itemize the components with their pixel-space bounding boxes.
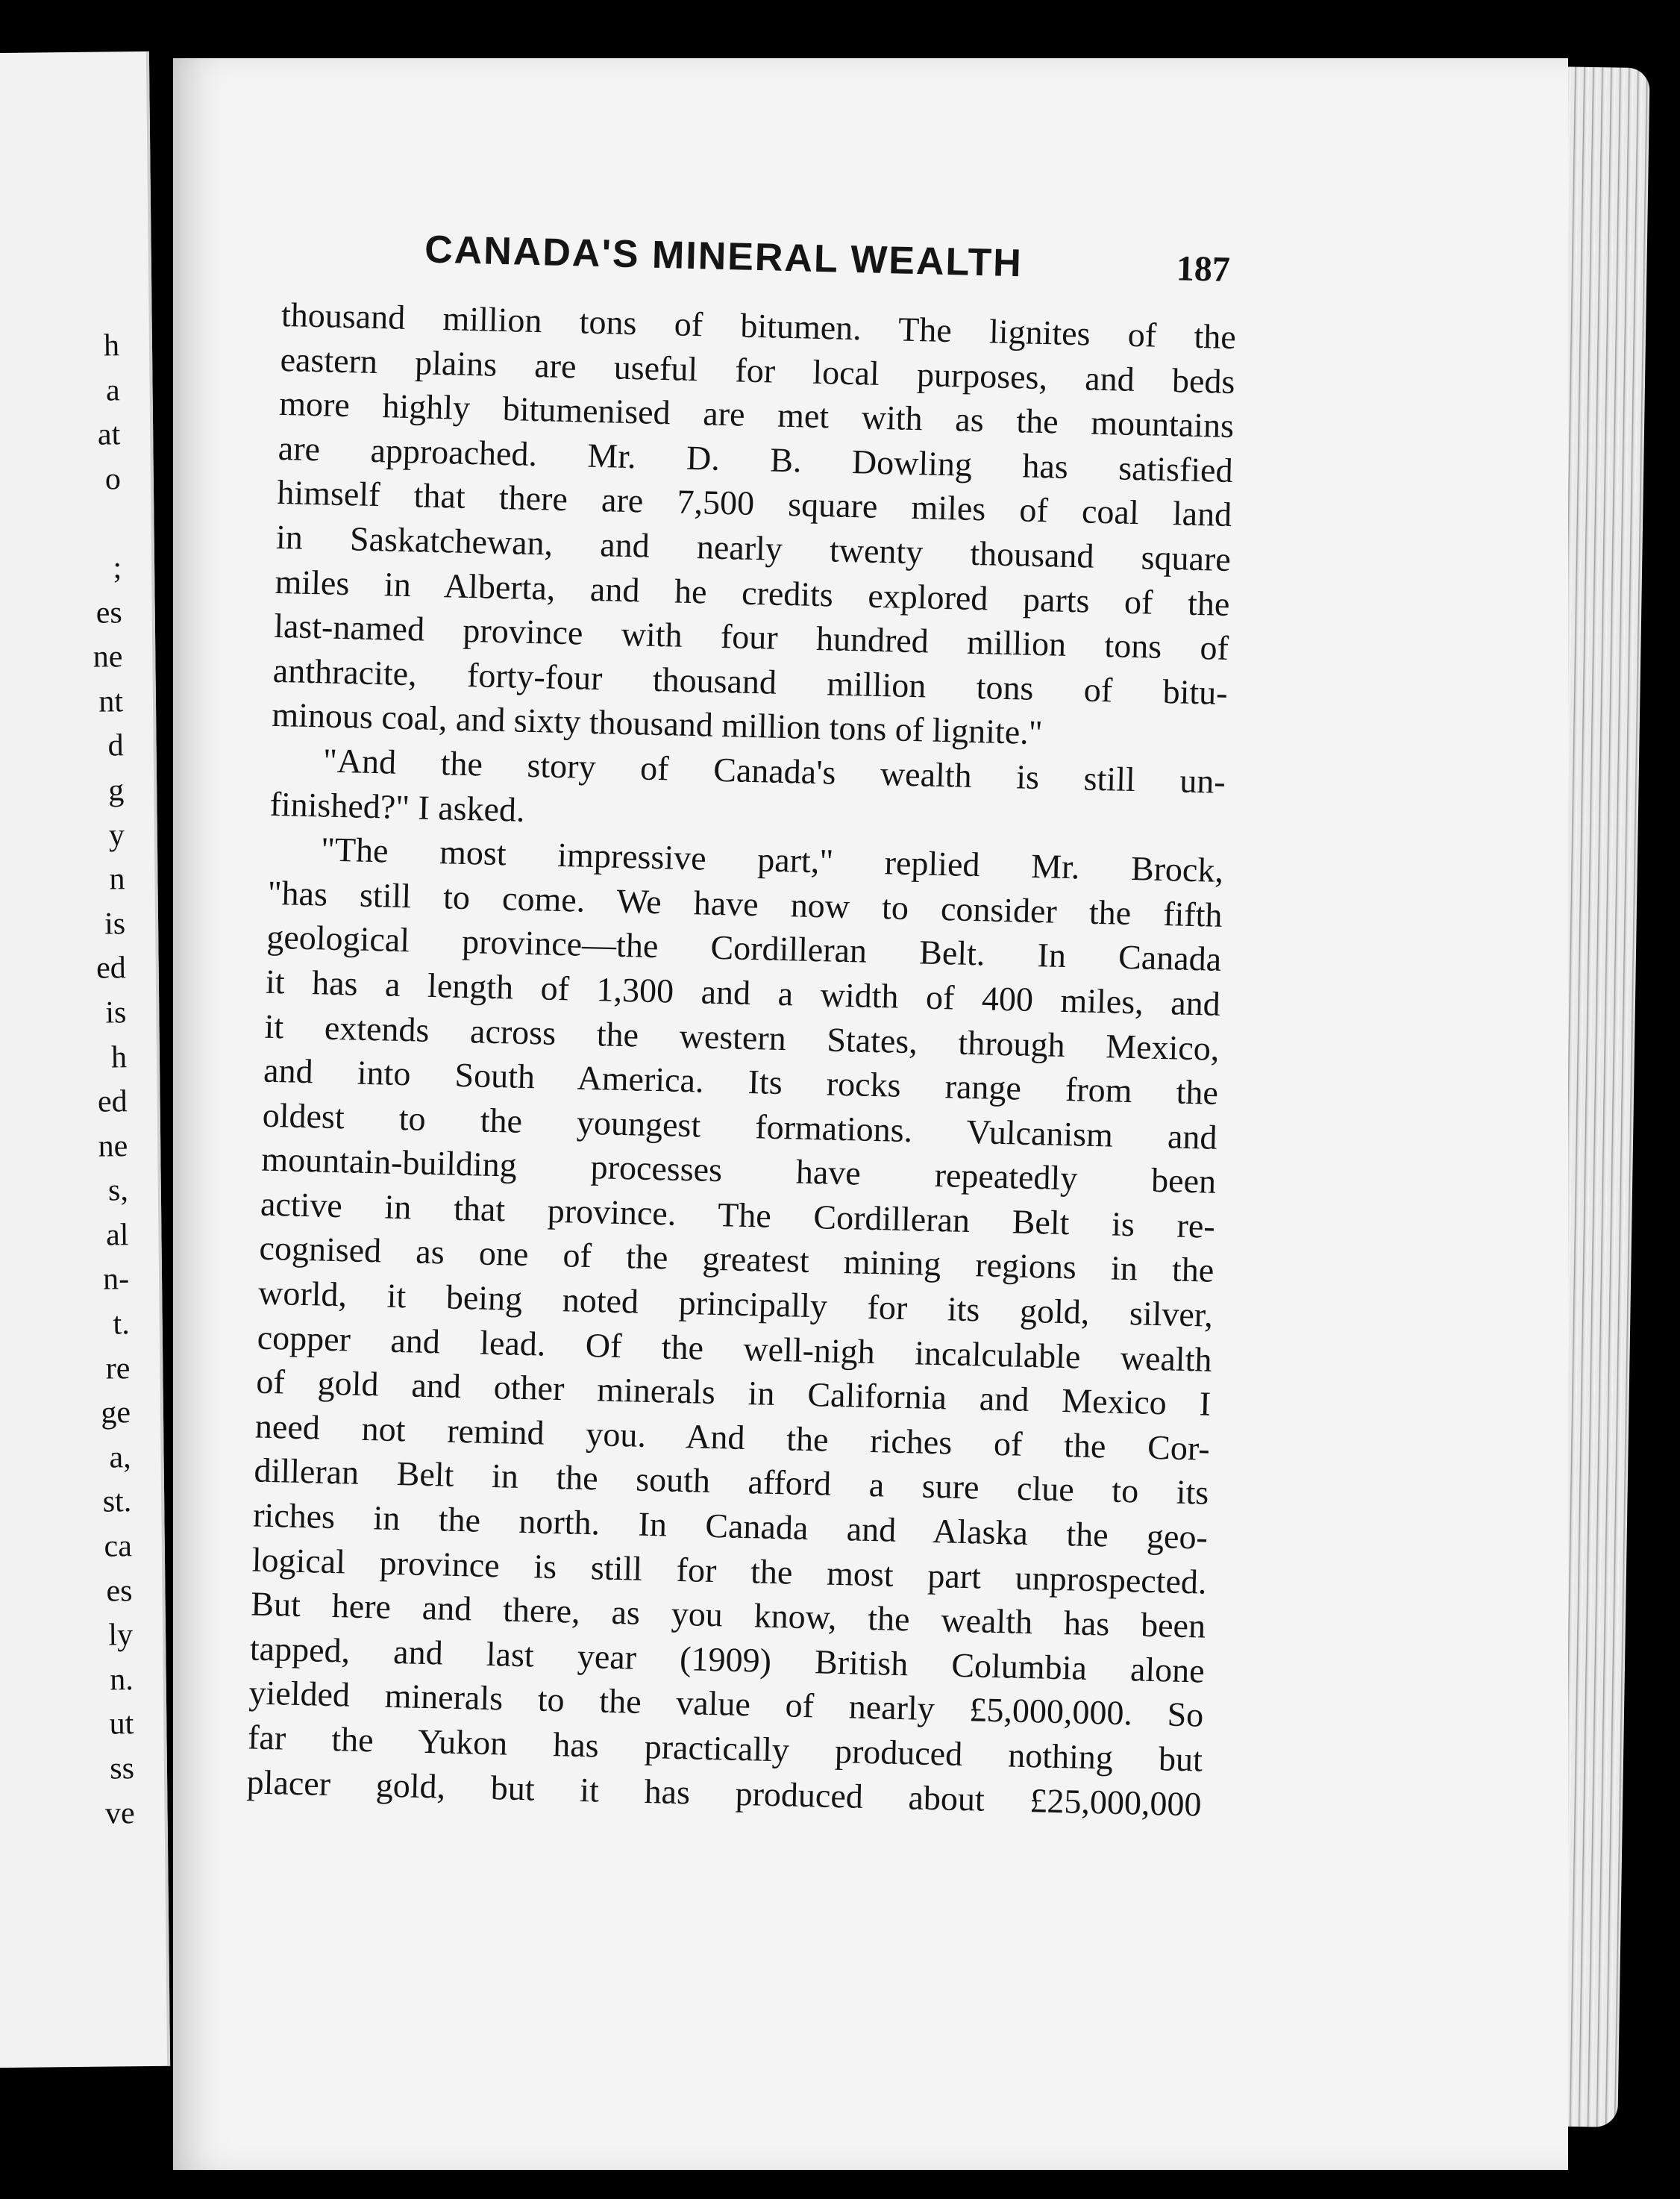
left-page-fragment: ed	[97, 1084, 128, 1119]
left-page-fragment: ca	[104, 1529, 133, 1564]
left-page-fragment: ne	[93, 639, 123, 675]
body-text	[246, 293, 1236, 1827]
text-line: But here and there, as you know, the wealth has been	[250, 1584, 1206, 1645]
left-page-fragment: a	[105, 372, 120, 408]
page-number: 187	[1176, 248, 1231, 290]
text-line: and into South America. Its rocks range from the	[263, 1051, 1219, 1112]
left-page-fragment: n	[109, 862, 125, 897]
left-page-fragment: ut	[109, 1707, 134, 1742]
text-line: cognised as one of the greatest mining regions in the	[259, 1229, 1214, 1290]
left-page-fragment	[0, 502, 129, 548]
left-page-fragment: at	[97, 417, 121, 452]
text-line: yielded minerals to the value of nearly £5,000,000. So	[248, 1673, 1204, 1735]
text-line: minous coal, and sixty thousand million tons of lignite."	[271, 695, 1044, 752]
left-page-fragment: ly	[108, 1618, 134, 1653]
left-page-fragment: al	[105, 1218, 129, 1253]
left-page-fragment: ss	[110, 1751, 135, 1786]
left-page-fragment: d	[107, 728, 124, 763]
left-page-fragment: n-	[102, 1262, 130, 1298]
text-line: finished?" I asked.	[269, 784, 526, 829]
left-page-fragment: re	[105, 1351, 131, 1386]
text-line: "has still to come. We have now to consider the fifth	[267, 873, 1223, 934]
left-page-fragment: ed	[95, 951, 126, 986]
left-page-fragment: a,	[109, 1440, 131, 1475]
left-page-fragment: es	[95, 595, 122, 631]
text-line: more highly bitumenised are met with as the mountains	[278, 384, 1235, 445]
text-line: anthracite, forty-four thousand million tons of bitu-	[272, 651, 1229, 712]
left-page-fragment: n.	[109, 1662, 134, 1698]
left-page-text-fragments	[0, 324, 142, 1837]
left-page-fragment: y	[108, 817, 125, 853]
text-line: logical province is still for the most part unprospected.	[251, 1540, 1208, 1601]
running-head-title: CANADA'S MINERAL WEALTH	[424, 228, 1024, 286]
text-line: riches in the north. In Canada and Alaska the geo-	[252, 1495, 1209, 1557]
left-page-fragment: s,	[107, 1173, 129, 1208]
text-line: mountain-building processes have repeatedly been	[260, 1139, 1217, 1201]
text-line: tapped, and last year (1909) British Columbia alone	[249, 1629, 1206, 1690]
text-line: far the Yukon has practically produced nothing but	[247, 1718, 1203, 1779]
text-line: it extends across the western States, through Mexico,	[264, 1007, 1220, 1068]
left-page-fragment: es	[106, 1573, 133, 1609]
text-line: oldest to the youngest formations. Vulcanism and	[262, 1095, 1218, 1157]
left-page-fragment: o	[104, 462, 122, 497]
left-page-fragment: g	[107, 773, 125, 808]
text-line: last-named province with four hundred million tons of	[273, 607, 1229, 668]
left-page-fragment: ;	[113, 551, 122, 586]
text-line: placer gold, but it has produced about £25,000,000	[246, 1762, 1203, 1824]
left-page-fragment: h	[103, 328, 120, 363]
text-line: need not remind you. And the riches of the Cor-	[254, 1407, 1211, 1468]
left-page-fragment: ne	[98, 1128, 128, 1164]
text-line: eastern plains are useful for local purposes, and beds	[280, 340, 1235, 401]
text-line: active in that province. The Cordilleran Belt is re-	[260, 1184, 1216, 1245]
text-line: are approached. Mr. D. B. Dowling has satisfied	[278, 428, 1234, 489]
text-line: "And the story of Canada's wealth is still un-	[322, 741, 1226, 801]
left-page-fragment: st.	[102, 1484, 132, 1520]
text-line: world, it being noted principally for its gold, silver,	[257, 1273, 1214, 1334]
text-line: geological province—the Cordilleran Belt. In Canada	[266, 918, 1222, 979]
left-facing-page	[0, 51, 170, 2068]
text-line: "The most impressive part," replied Mr. Brock,	[320, 830, 1224, 890]
left-page-fragment: t.	[113, 1307, 130, 1342]
text-line: miles in Alberta, and he credits explored parts of the	[275, 562, 1230, 623]
text-line: of gold and other minerals in California and Mexico I	[255, 1362, 1212, 1423]
text-line: himself that there are 7,500 square miles of coal land	[276, 473, 1232, 534]
left-page-fragment: nt	[98, 684, 124, 719]
text-line: in Saskatchewan, and nearly twenty thousand square	[275, 517, 1232, 579]
page-text-block	[246, 224, 1238, 1827]
left-page-fragment: ge	[101, 1395, 131, 1430]
text-line: dilleran Belt in the south afford a sure clue to its	[254, 1451, 1209, 1513]
text-line: copper and lead. Of the well-nigh incalculable wealth	[257, 1318, 1213, 1379]
left-page-fragment: is	[105, 995, 127, 1030]
left-page-fragment: is	[104, 906, 126, 942]
text-line: thousand million tons of bitumen. The lignites of the	[280, 295, 1237, 357]
text-line: it has a length of 1,300 and a width of 400 miles, and	[265, 962, 1221, 1023]
left-page-fragment: ve	[104, 1795, 135, 1831]
left-page-fragment: h	[110, 1039, 128, 1075]
